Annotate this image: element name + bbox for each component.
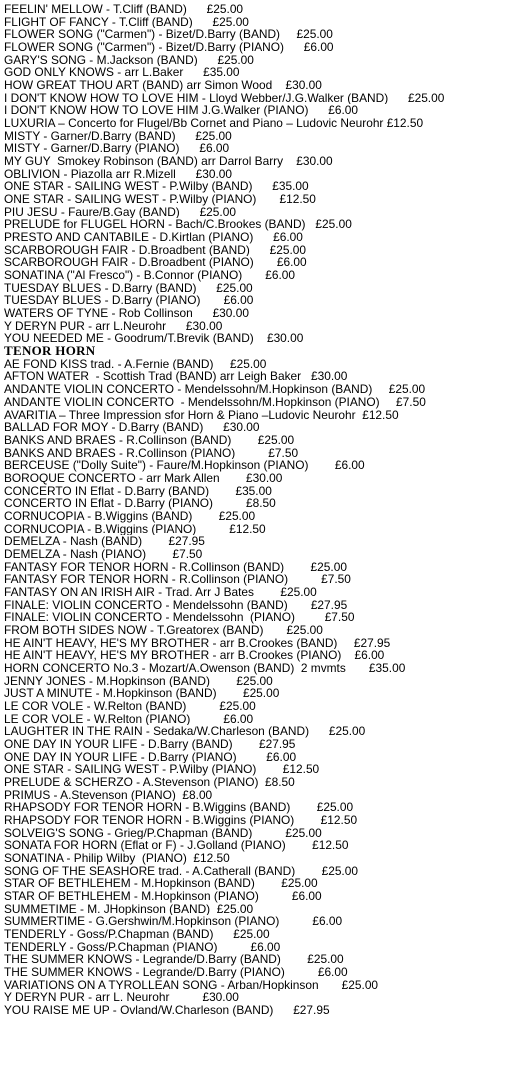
catalog-entry: CONCERTO IN Eflat - D.Barry (BAND) £35.00 bbox=[4, 484, 272, 498]
catalog-entry: Y DERYN PUR - arr L. Neurohr £30.00 bbox=[4, 991, 239, 1005]
catalog-entry: BANKS AND BRAES - R.Collinson (BAND) £25.00 bbox=[4, 433, 295, 447]
catalog-entry: ONE STAR - SAILING WEST - P.Wilby (PIANO) £12.50 bbox=[4, 193, 316, 206]
catalog-entry: ONE DAY IN YOUR LIFE - D.Barry (BAND) £27.95 bbox=[4, 737, 296, 751]
catalog-entry: STAR OF BETHLEHEM - M.Hopkinson (PIANO) £6.00 bbox=[4, 890, 322, 903]
catalog-entry: SONG OF THE SEASHORE trad. - A.Catherall (BAND) £25.00 bbox=[4, 864, 358, 878]
catalog-entry: BANKS AND BRAES - R.Collinson (PIANO) £7.50 bbox=[4, 446, 299, 460]
catalog-entry: LE COR VOLE - W.Relton (BAND) £25.00 bbox=[4, 699, 256, 713]
catalog-entry: YOU NEEDED ME - Goodrum/T.Brevik (BAND) £30.00 bbox=[4, 332, 304, 346]
catalog-entry: Y DERYN PUR - arr L.Neurohr £30.00 bbox=[4, 319, 223, 333]
catalog-entry: FANTASY FOR TENOR HORN - R.Collinson (BAND) £25.00 bbox=[4, 560, 347, 574]
catalog-entry: PRESTO AND CANTABILE - D.Kirtlan (PIANO) £6.00 bbox=[4, 231, 303, 244]
catalog-entry: SUMMERTIME - G.Gershwin/M.Hopkinson (PIANO) £6.00 bbox=[4, 915, 343, 929]
catalog-entry: CONCERTO IN Eflat - D.Barry (PIANO) £8.50 bbox=[4, 497, 276, 510]
catalog-entry: FINALE: VIOLIN CONCERTO - Mendelssohn (BAND) £27.95 bbox=[4, 598, 348, 612]
catalog-entry: FLIGHT OF FANCY - T.Cliff (BAND) £25.00 bbox=[4, 15, 249, 29]
catalog-entry: HE AIN'T HEAVY, HE'S MY BROTHER - arr B.Crookes (PIANO) £6.00 bbox=[4, 649, 385, 662]
catalog-entry: MY GUY Smokey Robinson (BAND) arr Darrol Barry £30.00 bbox=[4, 155, 333, 168]
catalog-entry: CORNUCOPIA - B.Wiggins (BAND) £25.00 bbox=[4, 509, 256, 523]
catalog-entry: SONATA FOR HORN (Eflat or F) - J.Golland (PIANO) £12.50 bbox=[4, 839, 349, 853]
catalog-entry: GARY'S SONG - M.Jackson (BAND) £25.00 bbox=[4, 53, 254, 67]
section-heading: TENOR HORN bbox=[4, 345, 96, 358]
catalog-entry: JUST A MINUTE - M.Hopkinson (BAND) £25.00 bbox=[4, 687, 280, 700]
catalog-entry: AFTON WATER - Scottish Trad (BAND) arr Leigh Baker £30.00 bbox=[4, 370, 348, 384]
catalog-entry: PIU JESU - Faure/B.Gay (BAND) £25.00 bbox=[4, 205, 236, 219]
catalog-entry: CORNUCOPIA - B.Wiggins (PIANO) £12.50 bbox=[4, 522, 266, 536]
catalog-entry: YOU RAISE ME UP - Ovland/W.Charleson (BAND) £27.95 bbox=[4, 1004, 330, 1017]
catalog-entry: FLOWER SONG ("Carmen") - Bizet/D.Barry (PIANO) £6.00 bbox=[4, 41, 334, 54]
catalog-entry: ONE STAR - SAILING WEST - P.Wilby (PIANO) £12.50 bbox=[4, 763, 320, 776]
catalog-entry: TENDERLY - Goss/P.Chapman (BAND) £25.00 bbox=[4, 928, 270, 941]
catalog-entry: ANDANTE VIOLIN CONCERTO - Mendelssohn/M.Hopkinson (PIANO) £7.50 bbox=[4, 395, 426, 409]
catalog-entry: DEMELZA - Nash (BAND) £27.95 bbox=[4, 535, 205, 548]
catalog-entry: JENNY JONES - M.Hopkinson (BAND) £25.00 bbox=[4, 674, 273, 688]
catalog-entry: FINALE: VIOLIN CONCERTO - Mendelssohn (PIANO) £7.50 bbox=[4, 611, 355, 624]
catalog-entry: LAUGHTER IN THE RAIN - Sedaka/W.Charleson (BAND) £25.00 bbox=[4, 725, 366, 738]
catalog-entry: BERCEUSE ("Dolly Suite") - Faure/M.Hopkinson (PIANO) £6.00 bbox=[4, 459, 365, 472]
catalog-entry: HE AIN'T HEAVY, HE'S MY BROTHER - arr B.Crookes (BAND) £27.95 bbox=[4, 636, 391, 650]
catalog-entry: ONE DAY IN YOUR LIFE - D.Barry (PIANO) £6.00 bbox=[4, 750, 297, 764]
catalog-entry: SONATINA - Philip Wilby (PIANO) £12.50 bbox=[4, 852, 230, 865]
catalog-entry: PRELUDE for FLUGEL HORN - Bach/C.Brookes (BAND) £25.00 bbox=[4, 218, 352, 232]
catalog-entry: BALLAD FOR MOY - D.Barry (BAND) £30.00 bbox=[4, 421, 260, 434]
catalog-entry: RHAPSODY FOR TENOR HORN - B.Wiggins (BAND) £25.00 bbox=[4, 801, 354, 814]
catalog-entry: BOROQUE CONCERTO - arr Mark Allen £30.00 bbox=[4, 471, 283, 485]
catalog-entry: FLOWER SONG ("Carmen") - Bizet/D.Barry (BAND) £25.00 bbox=[4, 28, 333, 42]
catalog-entry: I DON'T KNOW HOW TO LOVE HIM - Lloyd Webber/J.G.Walker (BAND) £25.00 bbox=[4, 91, 445, 105]
catalog-entry: WATERS OF TYNE - Rob Collinson £30.00 bbox=[4, 307, 249, 320]
catalog-entry: AVARITIA – Three Impression sfor Horn & Piano –Ludovic Neurohr £12.50 bbox=[4, 408, 399, 422]
catalog-entry: SOLVEIG'S SONG - Grieg/P.Chapman (BAND) £25.00 bbox=[4, 826, 322, 840]
catalog-entry: FANTASY ON AN IRISH AIR - Trad. Arr J Bates £25.00 bbox=[4, 585, 317, 599]
catalog-entry: THE SUMMER KNOWS - Legrande/D.Barry (BAND) £25.00 bbox=[4, 953, 344, 967]
catalog-entry: FROM BOTH SIDES NOW - T.Greatorex (BAND) £25.00 bbox=[4, 623, 323, 637]
catalog-entry: TUESDAY BLUES - D.Barry (PIANO) £6.00 bbox=[4, 294, 254, 308]
catalog-entry: SCARBOROUGH FAIR - D.Broadbent (BAND) £25.00 bbox=[4, 243, 306, 257]
catalog-entry: ONE STAR - SAILING WEST - P.Wilby (BAND) £35.00 bbox=[4, 180, 309, 194]
catalog-entry: TUESDAY BLUES - D.Barry (BAND) £25.00 bbox=[4, 281, 253, 295]
catalog-entry: GOD ONLY KNOWS - arr L.Baker £35.00 bbox=[4, 66, 240, 80]
catalog-entry: LE COR VOLE - W.Relton (PIANO) £6.00 bbox=[4, 712, 254, 726]
catalog-entry: MISTY - Garner/D.Barry (PIANO) £6.00 bbox=[4, 142, 230, 156]
catalog-entry: PRELUDE & SCHERZO - A.Stevenson (PIANO) £8.50 bbox=[4, 775, 295, 789]
catalog-entry: HORN CONCERTO No.3 - Mozart/A.Owenson (BAND) 2 mvmts £35.00 bbox=[4, 661, 406, 675]
catalog-entry: I DON'T KNOW HOW TO LOVE HIM J.G.Walker (PIANO) £6.00 bbox=[4, 104, 358, 118]
catalog-entry: SUMMETIME - M. JHopkinson (BAND) £25.00 bbox=[4, 902, 254, 916]
catalog-entry: TENDERLY - Goss/P.Chapman (PIANO) £6.00 bbox=[4, 940, 281, 954]
catalog-entry: AE FOND KISS trad. - A.Fernie (BAND) £25.00 bbox=[4, 357, 267, 371]
catalog-entry: OBLIVION - Piazolla arr R.Mizell £30.00 bbox=[4, 167, 232, 181]
catalog-entry: HOW GREAT THOU ART (BAND) arr Simon Wood £30.00 bbox=[4, 79, 322, 92]
catalog-entry: VARIATIONS ON A TYROLLEAN SONG - Arban/Hopkinson £25.00 bbox=[4, 978, 379, 992]
catalog-entry: FANTASY FOR TENOR HORN - R.Collinson (PIANO) £7.50 bbox=[4, 573, 351, 586]
catalog-entry: MISTY - Garner/D.Barry (BAND) £25.00 bbox=[4, 129, 232, 143]
catalog-entry: STAR OF BETHLEHEM - M.Hopkinson (BAND) £25.00 bbox=[4, 877, 318, 891]
catalog-entry: SCARBOROUGH FAIR - D.Broadbent (PIANO) £6.00 bbox=[4, 256, 307, 270]
catalog-entry: LUXURIA – Concerto for Flugel/Bb Cornet and Piano – Ludovic Neurohr £12.50 bbox=[4, 117, 424, 130]
catalog-entry: THE SUMMER KNOWS - Legrande/D.Barry (PIANO) £6.00 bbox=[4, 966, 348, 979]
catalog-entry: SONATINA ("Al Fresco") - B.Connor (PIANO) £6.00 bbox=[4, 269, 296, 282]
catalog-entry: ANDANTE VIOLIN CONCERTO - Mendelssohn/M.Hopkinson (BAND) £25.00 bbox=[4, 383, 426, 396]
catalog-entry: DEMELZA - Nash (PIANO) £7.50 bbox=[4, 547, 203, 561]
catalog-entry: FEELIN' MELLOW - T.Cliff (BAND) £25.00 bbox=[4, 3, 244, 16]
catalog-entry: RHAPSODY FOR TENOR HORN - B.Wiggins (PIANO) £12.50 bbox=[4, 814, 358, 827]
catalog-entry: PRIMUS - A.Stevenson (PIANO) £8.00 bbox=[4, 788, 213, 802]
